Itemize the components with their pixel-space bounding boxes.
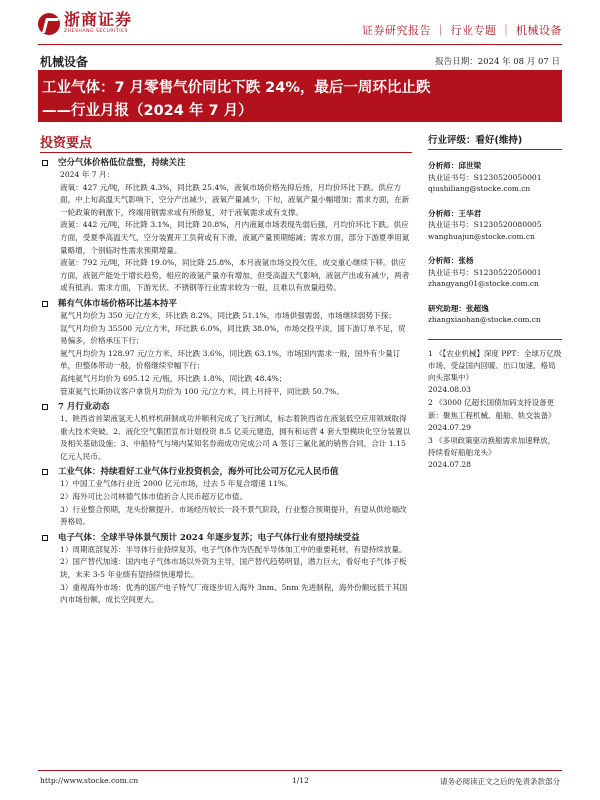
paragraph: 1）中国工业气体行业近 2000 亿元市场，过去 5 年复合增速 11%。	[60, 479, 293, 489]
related-report-date: 2024.07.28	[428, 460, 471, 470]
report-category-nav: 证券研究报告 ｜ 行业专题 ｜ 机械设备	[362, 24, 562, 37]
square-bullet-icon	[42, 301, 48, 307]
footer-disclaimer: 请务必阅读正文之后的免责条款部分	[440, 777, 560, 786]
section-divider	[40, 152, 412, 153]
paragraph: 高纯氦气月均价为 695.12 元/瓶，环比跌 1.8%，同比跌 48.4%；	[60, 373, 287, 383]
analyst-card	[428, 208, 562, 243]
paragraph: 2024 年 7 月：	[60, 170, 115, 179]
related-report-title: 1 《【农业机械】深度 PPT：全球万亿级市场，受益国内回暖、出口加速，格局向头部集中》	[428, 348, 562, 382]
analyst-card	[428, 255, 562, 290]
paragraph: 液氩：792 元/吨，环比降 19.0%，同比降 25.8%，本月液氩市场交投欠佳，成交重心继续下移。供应方面，液氩产能处于增长趋势，相应的液氩产量亦有增加，但受高温天气影响，液氩产出或有减少，两者或有抵消。需求方面，下游光伏、不锈钢等行业需求较为一般，且难以有放量趋势。	[60, 258, 410, 293]
related-report[interactable]	[428, 348, 562, 397]
square-bullet-icon	[42, 469, 48, 475]
brand-name-en: ZHESHANG SECURITIES	[64, 29, 128, 34]
paragraph: 氙气月均价为 35500 元/立方米，环比跌 6.0%，同比跌 38.0%，市场交投平淡，国下游订单不足，贸易偏多，价格承压下行；	[60, 323, 406, 346]
paragraph: 3）行业整合预期，龙头份额提升。市场经历较长一段不景气阶段，行业整合预期提升，有望从供给端改善格局。	[60, 504, 407, 527]
analyst-email[interactable]: wanghuajun@stocke.com.cn	[428, 231, 535, 241]
analyst-cert: 执业证书号： S1230520080005	[428, 220, 542, 229]
industry-rating: 行业评级：看好(维持)	[428, 135, 523, 146]
related-report[interactable]	[428, 397, 562, 434]
paragraph: 液氮：442 元/吨，环比降 3.1%，同比降 20.8%，月内液氮市场表现先弱后强，月均价环比下跌。供应方面，受夏季高温天气，空分装置开工负荷或有下滑，液氮产量预期缩减；需求方面，部分下游夏季用氮量略增，个别临时性需求预期增量。	[60, 220, 410, 255]
analyst-card	[428, 160, 562, 195]
brand-logo	[38, 12, 132, 35]
page-number: 1/12	[292, 776, 309, 785]
paragraph: 氪气月均价为 128.97 元/立方米，环比跌 3.6%，同比跌 63.1%，市场国内需求一般，国外有少量订单，但整体带动一般，价格继续窄幅下行；	[60, 348, 401, 371]
analyst-email[interactable]: qiushiliang@stocke.com.cn	[428, 184, 531, 193]
main-content	[40, 132, 412, 607]
section-heading: 工业气体：持续看好工业气体行业投资机会，海外可比公司万亿元人民币值	[40, 466, 412, 478]
sidebar-divider	[428, 149, 562, 150]
assistant-name: 研究助理：张超逸	[428, 303, 489, 313]
paragraph: 3）重视海外市场：优秀的国产电子特气厂商逐步切入海外 3nm、5nm 先进制程，海外份额远低于其国内市场份额，成长空间更大。	[60, 582, 408, 605]
brand-name: 浙商证券	[64, 10, 133, 29]
page-header	[0, 0, 600, 46]
section-heading: 7 月行业动态	[40, 401, 412, 413]
report-subtitle: ——行业月报（2024 年 7 月）	[42, 103, 253, 119]
section-block	[40, 157, 412, 295]
footer-website-link[interactable]: http://www.stocke.com.cn	[40, 776, 139, 785]
report-date: 报告日期：2024 年 08 月 07 日	[435, 57, 560, 67]
sidebar-divider	[428, 339, 562, 340]
section-heading: 空分气体价格低位盘整，持续关注	[40, 157, 412, 169]
paragraph: 1）周期底部复苏：半导体行业持续复苏，电子气体作为匹配半导体加工中的重要耗材，有望持续放量。	[60, 544, 407, 554]
section-block	[40, 466, 412, 528]
analyst-email[interactable]: zhangyang01@stocke.com.cn	[428, 279, 539, 288]
footer-divider	[38, 770, 562, 771]
paragraph: 1、陕西省首架液氢无人机样机研制成功并顺利完成了飞行测试，标志着陕西省在液氢低空应用领域取得重大技术突破。2、液化空气集团宣布计划投资 8.5 亿美元建造，拥有和运营 4 套大型模块化空分装置以及相关基础设施；3、中船特气与境内某知名券商成功完成公司 A 签订三氟化氮的销售合同，合计 1.15 亿元人民币。	[60, 414, 411, 461]
related-report-title: 2 《3000 亿超长国债加码支持设备更新：聚焦工程机械、船舶、轨交装备》	[428, 398, 556, 420]
sidebar	[428, 132, 562, 473]
paragraph: 2）海外可比公司林德气体市值折合人民币超万亿市值。	[60, 492, 248, 502]
square-bullet-icon	[42, 535, 48, 541]
header-divider	[38, 44, 562, 45]
analyst-name: 分析师：邱世梁	[428, 161, 482, 170]
section-heading: 稀有气体市场价格环比基本持平	[40, 298, 412, 310]
sector-label: 机械设备	[40, 55, 89, 69]
report-title: 工业气体：7 月零售气价同比下跌 24%，最后一周环比止跌	[42, 80, 431, 96]
related-report-date: 2024.08.03	[428, 385, 471, 395]
section-block	[40, 401, 412, 463]
related-report-date: 2024.07.29	[428, 422, 471, 432]
related-report[interactable]	[428, 435, 562, 472]
analyst-cert: 执业证书号： S1230520050001	[428, 172, 542, 182]
analyst-name: 分析师：张杨	[428, 256, 474, 265]
square-bullet-icon	[42, 160, 48, 166]
paragraph: 管束氦气长斯协议客户拿货月均价为 100 元/立方米，同上月持平，同比跌 50.7%。	[60, 386, 344, 396]
assistant-card	[428, 303, 562, 326]
section-title: 投资要点	[40, 136, 93, 151]
paragraph: 氦气月均价为 350 元/立方米，环比跌 8.2%，同比跌 51.1%，市场供强需弱，市场继续弱势下探；	[60, 310, 396, 320]
paragraph: 液氧：427 元/吨，环比跌 4.3%，同比跌 25.4%，液氧市场价格先抑后扬，月均价环比下跌。供应方面，中上旬高温天气影响下，空分产出减少，液氧产量减少，下旬，液氧产量小幅增加；需求方面，在新一轮政策的刺激下，终端用钢需求或有所修复，对于液氧需求或有支撑。	[60, 182, 410, 217]
assistant-email[interactable]: zhangxiaohan@stocke.com.cn	[428, 315, 541, 324]
section-block	[40, 532, 412, 607]
brand-logo-icon	[38, 13, 60, 35]
title-banner	[38, 70, 562, 122]
analyst-cert: 执业证书号： S1230522050001	[428, 267, 542, 277]
section-block	[40, 298, 412, 398]
square-bullet-icon	[42, 404, 48, 410]
section-heading: 电子气体：全球半导体景气预计 2024 年逐步复苏；电子气体行业有望持续受益	[40, 532, 412, 544]
related-report-title: 3 《多项政策驱动换船需求加速释放，持续看好船舶龙头》	[428, 435, 556, 458]
analyst-name: 分析师：王华君	[428, 208, 482, 218]
paragraph: 2）国产替代加速：国内电子气体市场以外资为主导，国产替代趋势明显，潜力巨大，看好电子气体子板块，未来 3-5 年业绩有望持续快速增长。	[60, 557, 407, 580]
